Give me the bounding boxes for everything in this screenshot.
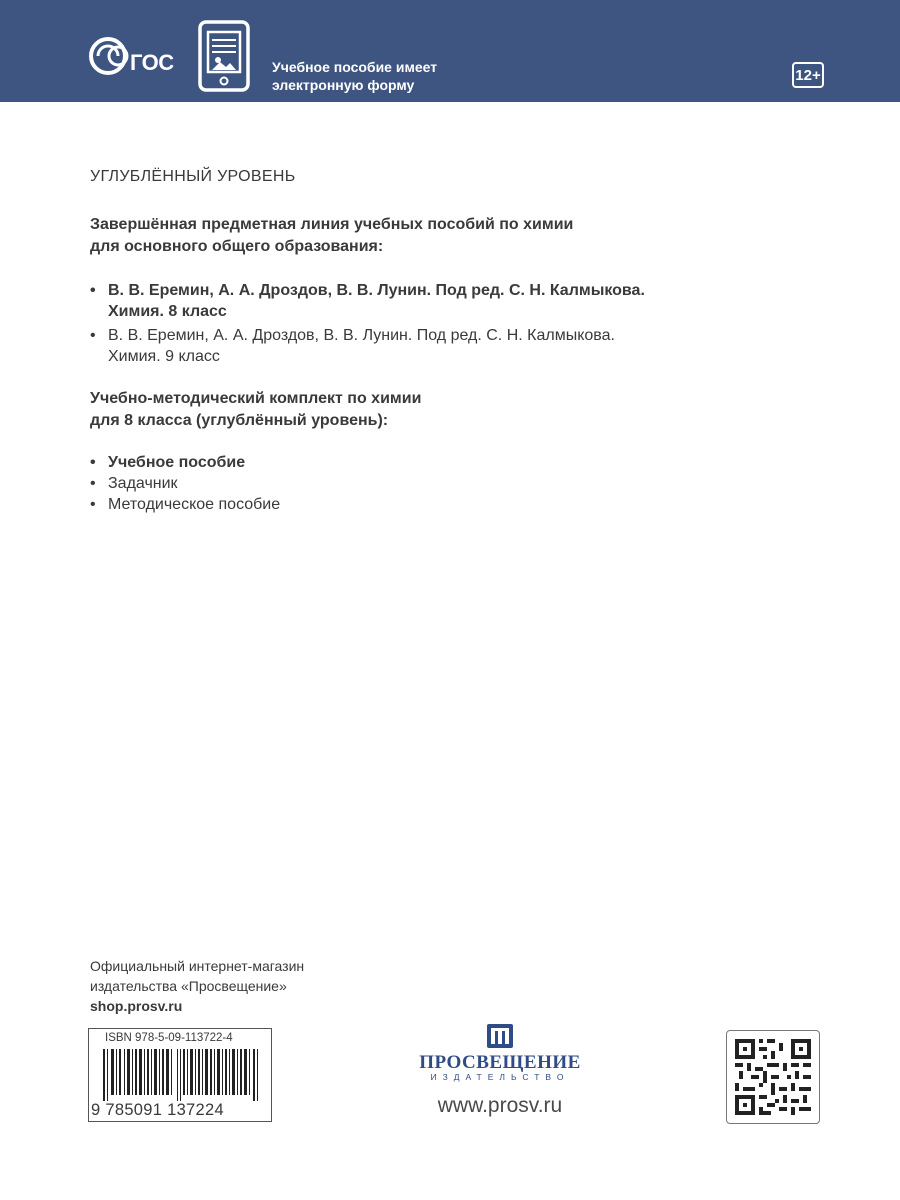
series-title bbox=[90, 214, 573, 258]
series-item-1-line-1: • В. В. Еремин, А. А. Дроздов, В. В. Лунин. Под ред. С. Н. Калмыкова. bbox=[108, 282, 645, 299]
kit-list bbox=[90, 452, 280, 515]
isbn-text: ISBN 978-5-09-113722-4 bbox=[105, 1032, 233, 1044]
publisher-logo-icon bbox=[483, 1022, 517, 1050]
qr-code[interactable] bbox=[726, 1030, 820, 1124]
list-item bbox=[90, 280, 645, 322]
electronic-form-note bbox=[272, 58, 437, 94]
publisher-name: ПРОСВЕЩЕНИЕ bbox=[419, 1052, 581, 1073]
publisher-subtitle: ИЗДАТЕЛЬСТВО bbox=[430, 1072, 570, 1082]
shop-info bbox=[90, 956, 304, 1016]
series-item-1-line-2: Химия. 8 класс bbox=[108, 303, 227, 320]
barcode-bars-icon bbox=[103, 1049, 259, 1101]
age-rating-badge: 12+ bbox=[792, 62, 824, 88]
list-item: • Учебное пособие bbox=[90, 452, 280, 473]
shop-line-2: издательства «Просвещение» bbox=[90, 978, 287, 994]
shop-line-1: Официальный интернет-магазин bbox=[90, 958, 305, 974]
series-title-line-2: для основного общего образования: bbox=[90, 238, 384, 255]
kit-title-line-2: для 8 класса (углублённый уровень): bbox=[90, 412, 389, 429]
qr-code-icon bbox=[735, 1039, 811, 1115]
list-item bbox=[90, 325, 645, 367]
eform-line-2: электронную форму bbox=[272, 77, 415, 93]
header-band bbox=[0, 0, 900, 102]
series-title-line-1: Завершённая предметная линия учебных пособий по химии bbox=[90, 216, 574, 233]
level-heading: УГЛУБЛЁННЫЙ УРОВЕНЬ bbox=[90, 168, 296, 185]
shop-url-link[interactable]: shop.prosv.ru bbox=[90, 998, 183, 1014]
series-item-2-line-1: • В. В. Еремин, А. А. Дроздов, В. В. Лунин. Под ред. С. Н. Калмыкова. bbox=[108, 327, 615, 344]
eform-line-1: Учебное пособие имеет bbox=[272, 59, 438, 75]
barcode-number: 9 785091 137224 bbox=[91, 1101, 224, 1119]
publisher-block bbox=[410, 1022, 590, 1118]
publisher-url-link[interactable]: www.prosv.ru bbox=[437, 1094, 563, 1117]
list-item: • Методическое пособие bbox=[90, 494, 280, 515]
list-item: • Задачник bbox=[90, 473, 280, 494]
kit-title bbox=[90, 388, 421, 432]
fgos-label: ГОС bbox=[130, 50, 174, 75]
barcode-block bbox=[88, 1028, 272, 1122]
tablet-icon bbox=[198, 20, 250, 92]
kit-title-line-1: Учебно-методический комплект по химии bbox=[90, 390, 422, 407]
series-list bbox=[90, 280, 645, 370]
series-item-2-line-2: Химия. 9 класс bbox=[108, 348, 220, 365]
